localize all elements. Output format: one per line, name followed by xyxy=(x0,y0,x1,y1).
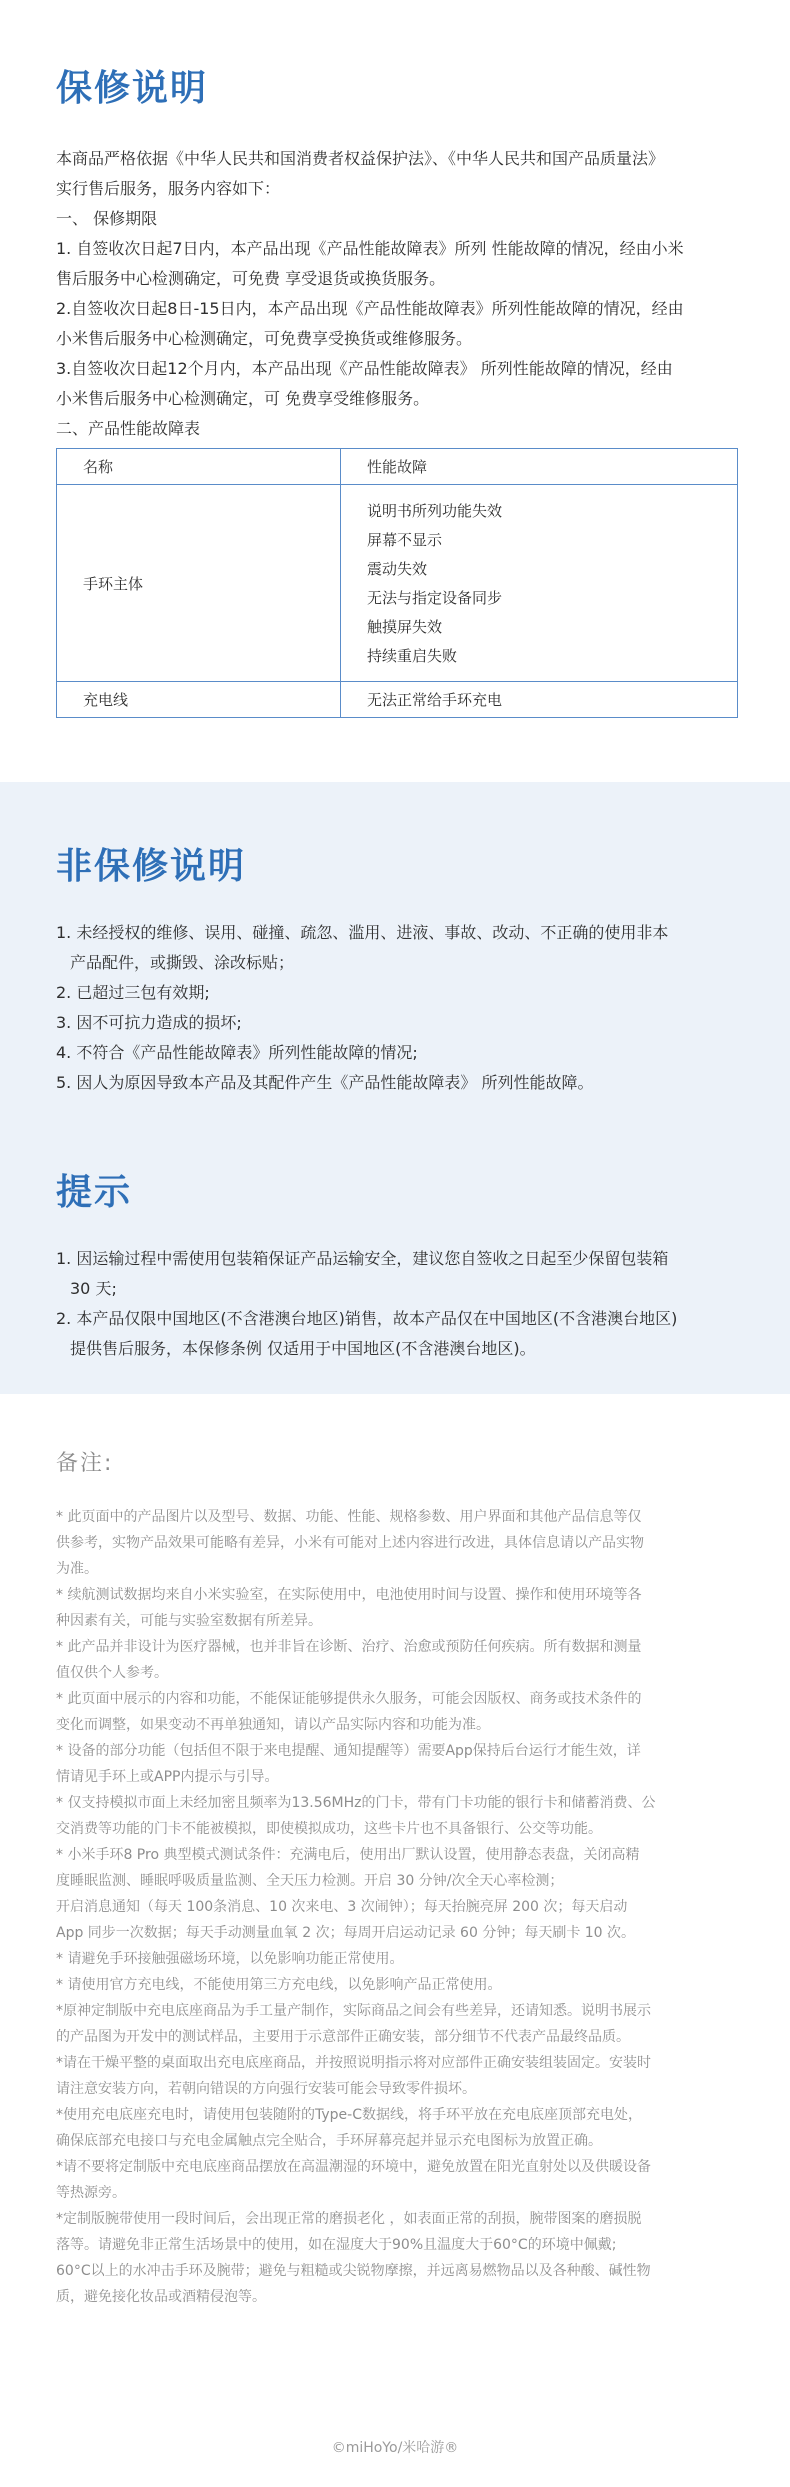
intro-line: 售后服务中心检测确定，可免费 享受退货或换货服务。 xyxy=(56,269,446,288)
non-warranty-section xyxy=(0,782,790,1394)
note-line: 交消费等功能的门卡不能被模拟，即使模拟成功，这些卡片也不具备银行、公交等功能。 xyxy=(56,1821,602,1837)
note-line: * 仅支持模拟市面上未经加密且频率为13.56MHz的门卡，带有门卡功能的银行卡和储蓄消费、公 xyxy=(56,1795,656,1811)
list-item: 4. 不符合《产品性能故障表》所列性能故障的情况; xyxy=(56,1043,418,1062)
note-line: 请注意安装方向，若朝向错误的方向强行安装可能会导致零件损坏。 xyxy=(56,2081,476,2097)
copyright-footer: ©miHoYo/米哈游® xyxy=(331,2440,459,2456)
note-line: *请不要将定制版中充电底座商品摆放在高温潮湿的环境中，避免放置在阳光直射处以及供暖设备 xyxy=(56,2159,651,2175)
note-line: *定制版腕带使用一段时间后，会出现正常的磨损老化 ，如表面正常的刮损，腕带图案的磨损脱 xyxy=(56,2211,642,2227)
table-cell-faults xyxy=(341,485,738,682)
intro-line: 本商品严格依据《中华人民共和国消费者权益保护法》、《中华人民共和国产品质量法》 xyxy=(56,149,665,168)
note-line: 变化而调整，如果变动不再单独通知，请以产品实际内容和功能为准。 xyxy=(56,1717,490,1733)
fault-item: 屏幕不显示 xyxy=(367,531,443,549)
intro-line: 小米售后服务中心检测确定，可免费享受换货或维修服务。 xyxy=(56,329,473,348)
note-line: 落等。请避免非正常生活场景中的使用，如在湿度大于90%且温度大于60°C的环境中佩戴; xyxy=(56,2237,617,2253)
fault-table xyxy=(56,448,738,718)
table-cell-name: 手环主体 xyxy=(57,485,341,682)
intro-line: 3.自签收次日起12个月内，本产品出现《产品性能故障表》 所列性能故障的情况，经由 xyxy=(56,359,673,378)
table-cell-name: 充电线 xyxy=(57,682,341,718)
table-row xyxy=(57,485,738,682)
note-line: * 此页面中展示的内容和功能，不能保证能够提供永久服务，可能会因版权、商务或技术条件的 xyxy=(56,1691,642,1707)
note-line: 供参考，实物产品效果可能略有差异，小米有可能对上述内容进行改进，具体信息请以产品实物 xyxy=(56,1535,644,1551)
note-line: * 小米手环8 Pro 典型模式测试条件：充满电后，使用出厂默认设置，使用静态表盘，关闭高精 xyxy=(56,1847,640,1863)
note-line: *请在干燥平整的桌面取出充电底座商品，并按照说明指示将对应部件正确安装组装固定。安装时 xyxy=(56,2055,651,2071)
list-item: 1. 未经授权的维修、误用、碰撞、疏忽、滥用、进液、事故、改动、不正确的使用非本 xyxy=(56,923,669,942)
list-item: 1. 因运输过程中需使用包装箱保证产品运输安全，建议您自签收之日起至少保留包装箱 xyxy=(56,1249,669,1268)
note-line: * 请使用官方充电线，不能使用第三方充电线，以免影响产品正常使用。 xyxy=(56,1977,502,1993)
note-line: App 同步一次数据；每天手动测量血氧 2 次；每周开启运动记录 60 分钟；每天刷卡 10 次。 xyxy=(56,1925,636,1941)
note-line: * 续航测试数据均来自小米实验室，在实际使用中，电池使用时间与设置、操作和使用环境等各 xyxy=(56,1587,642,1603)
list-item: 2. 本产品仅限中国地区(不含港澳台地区)销售，故本产品仅在中国地区(不含港澳台地区) xyxy=(56,1309,678,1328)
note-line: * 此页面中的产品图片以及型号、数据、功能、性能、规格参数、用户界面和其他产品信息等仅 xyxy=(56,1509,642,1525)
note-line: 质，避免接化妆品或酒精侵泡等。 xyxy=(56,2289,266,2305)
note-line: 开启消息通知（每天 100条消息、10 次来电、3 次闹钟）；每天抬腕亮屏 200 次；每天启动 xyxy=(56,1899,628,1915)
warranty-title: 保修说明 xyxy=(56,68,209,109)
list-item: 提供售后服务，本保修条例 仅适用于中国地区(不含港澳台地区)。 xyxy=(70,1339,536,1358)
note-line: 为准。 xyxy=(56,1561,98,1577)
notes-title: 备注: xyxy=(56,1451,114,1476)
note-line: * 此产品并非设计为医疗器械，也并非旨在诊断、治疗、治愈或预防任何疾病。所有数据和测量 xyxy=(56,1639,642,1655)
intro-line: 一、 保修期限 xyxy=(56,209,158,228)
note-line: * 请避免手环接触强磁场环境，以免影响功能正常使用。 xyxy=(56,1951,404,1967)
note-line: 值仅供个人参考。 xyxy=(56,1665,168,1681)
note-line: 确保底部充电接口与充电金属触点完全贴合，手环屏幕亮起并显示充电图标为放置正确。 xyxy=(56,2133,602,2149)
intro-line: 小米售后服务中心检测确定，可 免费享受维修服务。 xyxy=(56,389,430,408)
notes-list xyxy=(56,1504,734,2310)
fault-item: 无法与指定设备同步 xyxy=(367,589,503,607)
note-line: 种因素有关，可能与实验室数据有所差异。 xyxy=(56,1613,322,1629)
non-warranty-list xyxy=(56,918,734,1098)
fault-item: 说明书所列功能失效 xyxy=(367,502,503,520)
list-item: 2. 已超过三包有效期; xyxy=(56,983,210,1002)
fault-item: 持续重启失败 xyxy=(367,647,458,665)
table-header-fault: 性能故障 xyxy=(341,449,738,485)
intro-line: 实行售后服务，服务内容如下： xyxy=(56,179,281,198)
note-line: 度睡眠监测、睡眠呼吸质量监测、全天压力检测。开启 30 分钟/次全天心率检测； xyxy=(56,1873,564,1889)
note-line: 等热源旁。 xyxy=(56,2185,126,2201)
list-item: 产品配件，或撕毁、涂改标贴； xyxy=(70,953,295,972)
notes-section xyxy=(0,1394,790,2487)
intro-line: 1. 自签收次日起7日内，本产品出现《产品性能故障表》所列 性能故障的情况，经由小米 xyxy=(56,239,684,258)
intro-line: 2.自签收次日起8日-15日内，本产品出现《产品性能故障表》所列性能故障的情况，经由 xyxy=(56,299,684,318)
note-line: 情请见手环上或APP内提示与引导。 xyxy=(56,1769,279,1785)
tips-title: 提示 xyxy=(56,1172,133,1213)
note-line: 60°C以上的水冲击手环及腕带；避免与粗糙或尖锐物摩擦，并远离易燃物品以及各种酸、碱性物 xyxy=(56,2263,651,2279)
table-header-name: 名称 xyxy=(57,449,341,485)
table-header-row xyxy=(57,449,738,485)
note-line: * 设备的部分功能（包括但不限于来电提醒、通知提醒等）需要App保持后台运行才能生效，详 xyxy=(56,1743,641,1759)
fault-item: 震动失效 xyxy=(367,560,428,578)
non-warranty-title: 非保修说明 xyxy=(56,846,247,887)
list-item: 5. 因人为原因导致本产品及其配件产生《产品性能故障表》 所列性能故障。 xyxy=(56,1073,594,1092)
list-item: 3. 因不可抗力造成的损坏; xyxy=(56,1013,242,1032)
list-item: 30 天; xyxy=(70,1279,117,1298)
warranty-intro xyxy=(56,144,734,444)
fault-table-title: 二、产品性能故障表 xyxy=(56,419,201,438)
note-line: 的产品图为开发中的测试样品，主要用于示意部件正确安装，部分细节不代表产品最终品质。 xyxy=(56,2029,630,2045)
table-row xyxy=(57,682,738,718)
table-cell-faults: 无法正常给手环充电 xyxy=(341,682,738,718)
fault-item: 触摸屏失效 xyxy=(367,618,443,636)
warranty-section xyxy=(0,0,790,782)
tips-list xyxy=(56,1244,734,1364)
note-line: *原神定制版中充电底座商品为手工量产制作，实际商品之间会有些差异，还请知悉。说明书展示 xyxy=(56,2003,651,2019)
note-line: *使用充电底座充电时，请使用包装随附的Type-C数据线，将手环平放在充电底座顶部充电处， xyxy=(56,2107,642,2123)
